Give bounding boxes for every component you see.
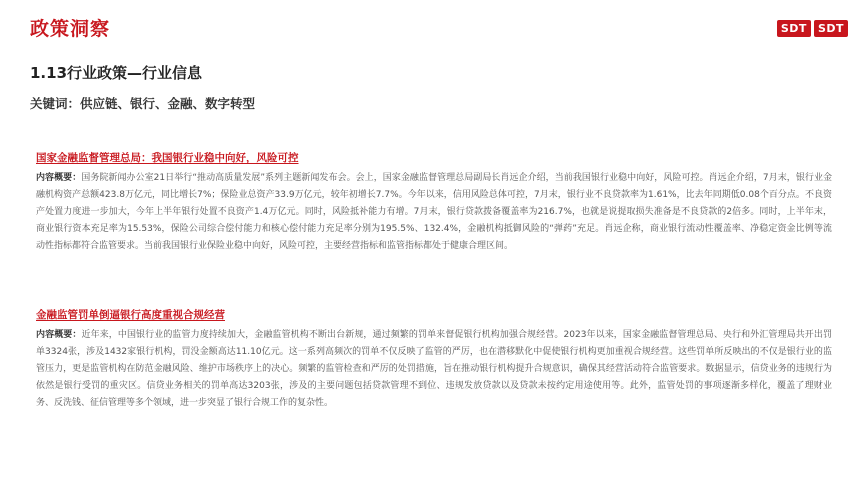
logo-mark-right: SDT: [814, 20, 848, 37]
section-title: 1.13行业政策—行业信息: [30, 64, 203, 82]
article-2-heading: 金融监管罚单倒逼银行高度重视合规经营: [36, 309, 225, 321]
article-2-body: [36, 327, 832, 412]
article-1-lead: 内容概要：: [36, 173, 82, 183]
brand-logo: [777, 20, 848, 37]
article-2-lead: 内容概要：: [36, 330, 82, 340]
article-1: [36, 150, 832, 255]
article-1-text: 国务院新闻办公室21日举行“推动高质量发展”系列主题新闻发布会。会上，国家金融监督管理总局副局长肖远企介绍，当前我国银行业稳中向好，风险可控。肖远企介绍，7月末，银行业金融机构资产总额423.8万亿元，同比增长7%；保险业总资产33.9万亿元，较年初增长7.7%。今年以来，信用风险总体可控，7月末，银行业不良贷款率为1.61%，比去年同期低0.08个百分点。不良资产处置力度进一步加大，今年上半年银行处置不良资产1.4万亿元。同时，风险抵补能力有增。7月末，银行贷款拨备覆盖率为216.7%，也就是说提取损失准备是不良贷款的2倍多。同时，上半年末，商业银行资本充足率为15.53%，保险公司综合偿付能力和核心偿付能力充足率分别为195.5%、132.4%，金融机构抵御风险的“弹药”充足。肖远企称，商业银行流动性覆盖率、净稳定资金比例等流动性指标都符合监管要求。当前我国银行业保险业稳中向好，风险可控，主要经营指标和监管指标都处于健康合理区间。: [36, 173, 832, 251]
logo-mark-left: SDT: [777, 20, 811, 37]
article-1-body: [36, 170, 832, 255]
article-2: [36, 307, 832, 412]
page-title: 政策洞察: [30, 18, 111, 40]
article-1-heading: 国家金融监督管理总局：我国银行业稳中向好，风险可控: [36, 152, 299, 164]
keywords-line: 关键词：供应链、银行、金融、数字转型: [30, 96, 256, 111]
article-2-text: 近年来，中国银行业的监管力度持续加大，金融监管机构不断出台新规，通过频繁的罚单来督促银行机构加强合规经营。2023年以来，国家金融监督管理总局、央行和外汇管理局共开出罚单3324张，涉及1432家银行机构，罚没金额高达11.10亿元。这一系列高频次的罚单不仅反映了监管的严厉，也在潜移默化中促使银行机构更加重视合规经营。这些罚单所反映出的不仅是银行业的监管压力，更是监管机构在防范金融风险、维护市场秩序上的决心。频繁的监管检查和严厉的处罚措施，旨在推动银行机构提升合规意识，确保其经营活动符合监管要求。数据显示，信贷业务的违规行为依然是银行受罚的重灾区。信贷业务相关的罚单高达3203张，涉及的主要问题包括贷款管理不到位、违规发放贷款以及贷款未按约定用途使用等。此外，监管处罚的事项逐渐多样化，覆盖了理财业务、反洗钱、征信管理等多个领域，进一步突显了银行合规工作的复杂性。: [36, 330, 832, 408]
